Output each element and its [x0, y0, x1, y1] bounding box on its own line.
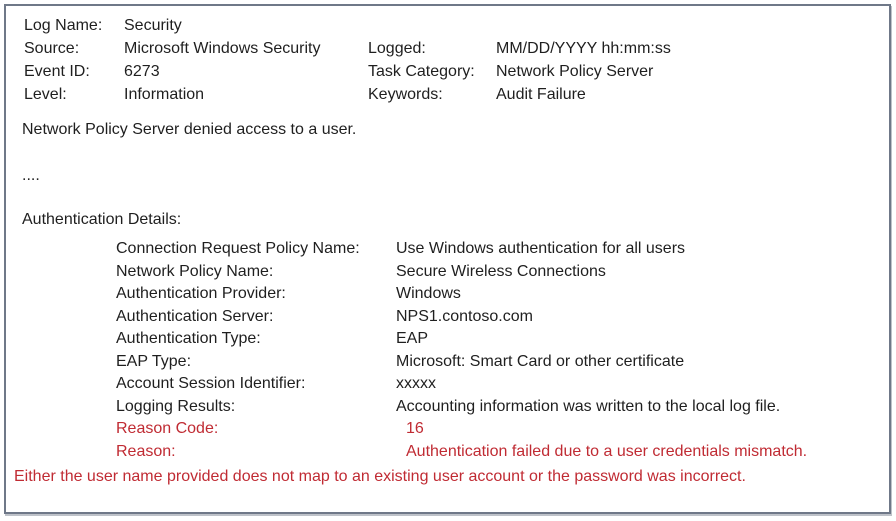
detail-value: Secure Wireless Connections: [396, 262, 606, 280]
field-value-blank: [496, 14, 889, 37]
detail-value: 16: [406, 420, 424, 437]
field-label-logged: Logged:: [368, 40, 426, 57]
field-label-task-category: Task Category:: [368, 63, 475, 80]
field-value-log-name: Security: [124, 17, 182, 34]
detail-row-reason: [6, 441, 889, 464]
field-label-event-id: Event ID:: [24, 63, 90, 80]
detail-row: [6, 238, 889, 261]
field-value-keywords: Audit Failure: [496, 86, 586, 103]
detail-row: [6, 283, 889, 306]
field-label-blank: [368, 14, 496, 37]
detail-value: Authentication failed due to a user credentials mismatch.: [406, 442, 808, 460]
detail-label: Reason Code:: [116, 420, 219, 437]
detail-label: Authentication Server:: [116, 307, 274, 325]
detail-label: Authentication Type:: [116, 330, 261, 347]
event-header-row: [24, 60, 889, 83]
detail-row: [6, 306, 889, 329]
detail-label: Authentication Provider:: [116, 285, 286, 302]
detail-row: [6, 261, 889, 284]
field-label-source: Source:: [24, 40, 80, 57]
detail-row-reason-code: [6, 418, 889, 441]
field-value-logged: MM/DD/YYYY hh:mm:ss: [496, 40, 671, 57]
detail-label: Connection Request Policy Name:: [116, 240, 360, 257]
detail-row: [6, 396, 889, 419]
detail-row: [6, 328, 889, 351]
event-header: [24, 14, 889, 106]
reason-description-text: Either the user name provided does not map to an existing user account or the password was incorrect.: [14, 468, 746, 485]
field-label-log-name: Log Name:: [24, 17, 103, 34]
event-details-panel: [4, 4, 891, 514]
event-header-row: [24, 14, 889, 37]
field-value-source: Microsoft Windows Security: [124, 40, 321, 57]
detail-label: Account Session Identifier:: [116, 375, 306, 392]
field-label-level: Level:: [24, 86, 67, 103]
detail-value: EAP: [396, 330, 429, 347]
detail-value: Microsoft: Smart Card or other certificate: [396, 352, 685, 370]
event-header-row: [24, 37, 889, 60]
detail-label: Reason:: [116, 442, 176, 460]
detail-row: [6, 373, 889, 396]
detail-value: Windows: [396, 285, 461, 302]
detail-value: Accounting information was written to the local log file.: [396, 397, 781, 415]
field-value-level: Information: [124, 86, 205, 103]
field-label-keywords: Keywords:: [368, 86, 443, 103]
detail-row: [6, 351, 889, 374]
event-summary: Network Policy Server denied access to a user.: [22, 121, 357, 138]
event-header-row: [24, 83, 889, 106]
detail-value: NPS1.contoso.com: [396, 307, 533, 325]
field-value-event-id: 6273: [124, 63, 160, 80]
detail-label: Logging Results:: [116, 397, 236, 415]
detail-label: EAP Type:: [116, 352, 192, 370]
detail-value: Use Windows authentication for all users: [396, 240, 686, 257]
authentication-details-list: [6, 238, 889, 463]
authentication-details-heading: Authentication Details:: [22, 211, 182, 228]
detail-label: Network Policy Name:: [116, 262, 274, 280]
detail-value: xxxxx: [396, 375, 436, 392]
ellipsis-text: ....: [22, 167, 40, 184]
field-value-task-category: Network Policy Server: [496, 63, 654, 80]
